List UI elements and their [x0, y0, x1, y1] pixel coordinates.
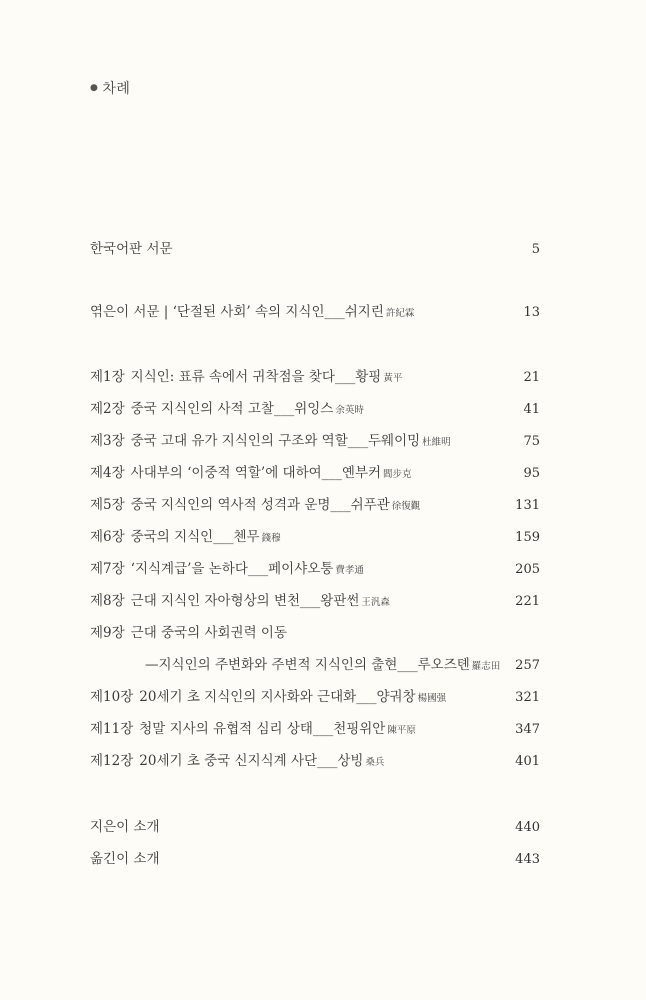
toc-entry[interactable]: [90, 849, 540, 870]
author-hanja: 徐復觀: [391, 501, 421, 512]
chapter-number: 제8장: [90, 593, 125, 609]
chapter-number: 제9장: [90, 625, 125, 641]
page-number: 21: [523, 370, 540, 385]
toc-entry-text: [90, 687, 446, 709]
toc-entry-text: [90, 527, 281, 549]
chapter-number: 제12장: [90, 753, 134, 769]
entry-title: 근대 지식인 자아형상의 변천: [130, 593, 301, 609]
entry-title: —지식인의 주변화와 주변적 지식인의 출현: [145, 657, 398, 673]
toc-entry-text: [90, 302, 414, 324]
author-hanja: 黃平: [383, 373, 403, 384]
author-separator: ___: [321, 465, 342, 481]
toc-entry[interactable]: [90, 399, 540, 421]
author-name: 황핑: [355, 369, 382, 385]
author-separator: ___: [300, 593, 321, 609]
toc-title: 차례: [102, 81, 131, 97]
author-name: 양궈창: [376, 689, 416, 705]
entry-title: 20세기 초 지식인의 지사화와 근대화: [139, 689, 357, 705]
entry-title: 옮긴이 소개: [90, 851, 160, 867]
page-number: 321: [515, 690, 540, 705]
author-name: 페이샤오퉁: [268, 561, 334, 577]
author-name: 천핑위안: [333, 721, 386, 737]
author-separator: ___: [330, 497, 351, 513]
entry-title: 지은이 소개: [90, 819, 160, 835]
entry-title: 사대부의 ‘이중적 역할’에 대하여: [130, 465, 322, 481]
author-name: 상빙: [337, 753, 364, 769]
entry-title: 한국어판 서문: [90, 241, 173, 257]
author-separator: ___: [317, 753, 338, 769]
toc-entry-text: [90, 591, 390, 613]
toc-entry[interactable]: [90, 687, 540, 709]
page-number: 159: [515, 530, 540, 545]
author-hanja: 王汎森: [361, 597, 390, 608]
toc-entry-text: [145, 655, 500, 677]
entry-title: 중국 고대 유가 지식인의 구조와 역할: [130, 433, 348, 449]
entry-title: 근대 중국의 사회권력 이동: [130, 625, 287, 641]
chapter-number: 제7장: [90, 561, 125, 577]
chapter-number: 제10장: [90, 689, 134, 705]
toc-entry[interactable]: [90, 463, 540, 485]
author-name: 쉬지린: [344, 304, 384, 320]
author-separator: ___: [334, 369, 356, 385]
page-number: 221: [515, 594, 540, 609]
author-hanja: 閻步克: [383, 469, 412, 480]
page-number: 401: [515, 754, 540, 769]
author-separator: ___: [247, 561, 269, 577]
toc-entry[interactable]: [90, 431, 540, 453]
toc-heading: [90, 78, 130, 98]
entry-title: 중국의 지식인: [130, 529, 214, 545]
toc-entry[interactable]: [90, 751, 540, 773]
toc-entry-text: [90, 367, 402, 389]
entry-title: 중국 지식인의 역사적 성격과 운명: [130, 497, 331, 513]
page-number: 13: [523, 305, 540, 320]
toc-entry-text: [90, 817, 160, 837]
author-name: 쉬푸관: [350, 497, 390, 513]
entry-title: 엮은이 서문 | ‘단절된 사회’ 속의 지식인: [90, 304, 325, 320]
chapter-number: 제6장: [90, 529, 125, 545]
page-number: 440: [515, 820, 540, 835]
author-name: 옌부커: [341, 465, 382, 481]
author-separator: ___: [347, 433, 368, 449]
toc-entry[interactable]: [90, 817, 540, 838]
toc-entry[interactable]: [90, 302, 540, 324]
author-hanja: 許紀霖: [385, 308, 415, 319]
toc-entry[interactable]: [90, 527, 540, 549]
author-name: 루오즈톈: [417, 657, 470, 673]
chapter-number: 제2장: [90, 401, 125, 417]
author-hanja: 桑兵: [365, 757, 385, 768]
entry-title: 중국 지식인의 사적 고찰: [130, 401, 274, 417]
toc-entry-text: [90, 431, 451, 453]
chapter-number: 제5장: [90, 497, 125, 513]
page-number: 95: [523, 466, 540, 481]
toc-entry[interactable]: [145, 655, 540, 677]
author-hanja: 陳平原: [387, 725, 416, 736]
author-separator: ___: [397, 657, 418, 673]
author-hanja: 費孝通: [335, 565, 364, 576]
toc-entry[interactable]: [90, 367, 540, 389]
toc-entry[interactable]: [90, 559, 540, 581]
entry-title: 20세기 초 중국 신지식계 사단: [139, 753, 318, 769]
author-hanja: 錢穆: [261, 533, 281, 544]
entry-title: ‘지식계급’을 논하다: [130, 561, 248, 577]
toc-entry[interactable]: [90, 623, 540, 643]
chapter-number: 제4장: [90, 465, 125, 481]
page-number: 131: [515, 498, 540, 513]
author-separator: ___: [356, 689, 377, 705]
author-separator: ___: [273, 401, 295, 417]
author-name: 두웨이밍: [368, 433, 421, 449]
chapter-number: 제1장: [90, 369, 125, 385]
toc-entry-text: [90, 495, 420, 517]
toc-entry[interactable]: [90, 719, 540, 741]
toc-entry[interactable]: [90, 591, 540, 613]
author-hanja: 楊國强: [417, 693, 447, 704]
author-name: 왕판썬: [320, 593, 360, 609]
toc-entry-text: [90, 623, 287, 643]
author-hanja: 杜維明: [422, 437, 451, 448]
page-number: 41: [523, 402, 540, 417]
chapter-number: 제3장: [90, 433, 125, 449]
toc-entry-text: [90, 849, 160, 869]
entry-title: 청말 지사의 유협적 심리 상태: [139, 721, 313, 737]
toc-entry[interactable]: [90, 495, 540, 517]
author-name: 위잉스: [294, 401, 334, 417]
author-separator: ___: [213, 529, 234, 545]
toc-entry-text: [90, 463, 412, 485]
toc-entry-text: [90, 751, 384, 773]
toc-entry-text: [90, 719, 416, 741]
author-separator: ___: [312, 721, 334, 737]
page-number: 205: [515, 562, 540, 577]
toc-entry-text: [90, 559, 364, 581]
toc-entry-text: [90, 239, 173, 259]
author-name: 첸무: [233, 529, 260, 545]
page-number: 5: [531, 242, 540, 257]
author-hanja: 余英時: [335, 405, 364, 416]
chapter-number: 제11장: [90, 721, 134, 737]
toc-entry-text: [90, 399, 364, 421]
page-number: 257: [515, 658, 540, 673]
entry-title: 지식인: 표류 속에서 귀착점을 찾다: [130, 369, 335, 385]
bullet-icon: ●: [90, 83, 99, 93]
toc-entry[interactable]: [90, 239, 540, 260]
page-number: 443: [515, 852, 540, 867]
author-hanja: 羅志田: [471, 661, 501, 672]
page-number: 347: [515, 722, 540, 737]
page-number: 75: [523, 434, 540, 449]
author-separator: ___: [324, 304, 345, 320]
